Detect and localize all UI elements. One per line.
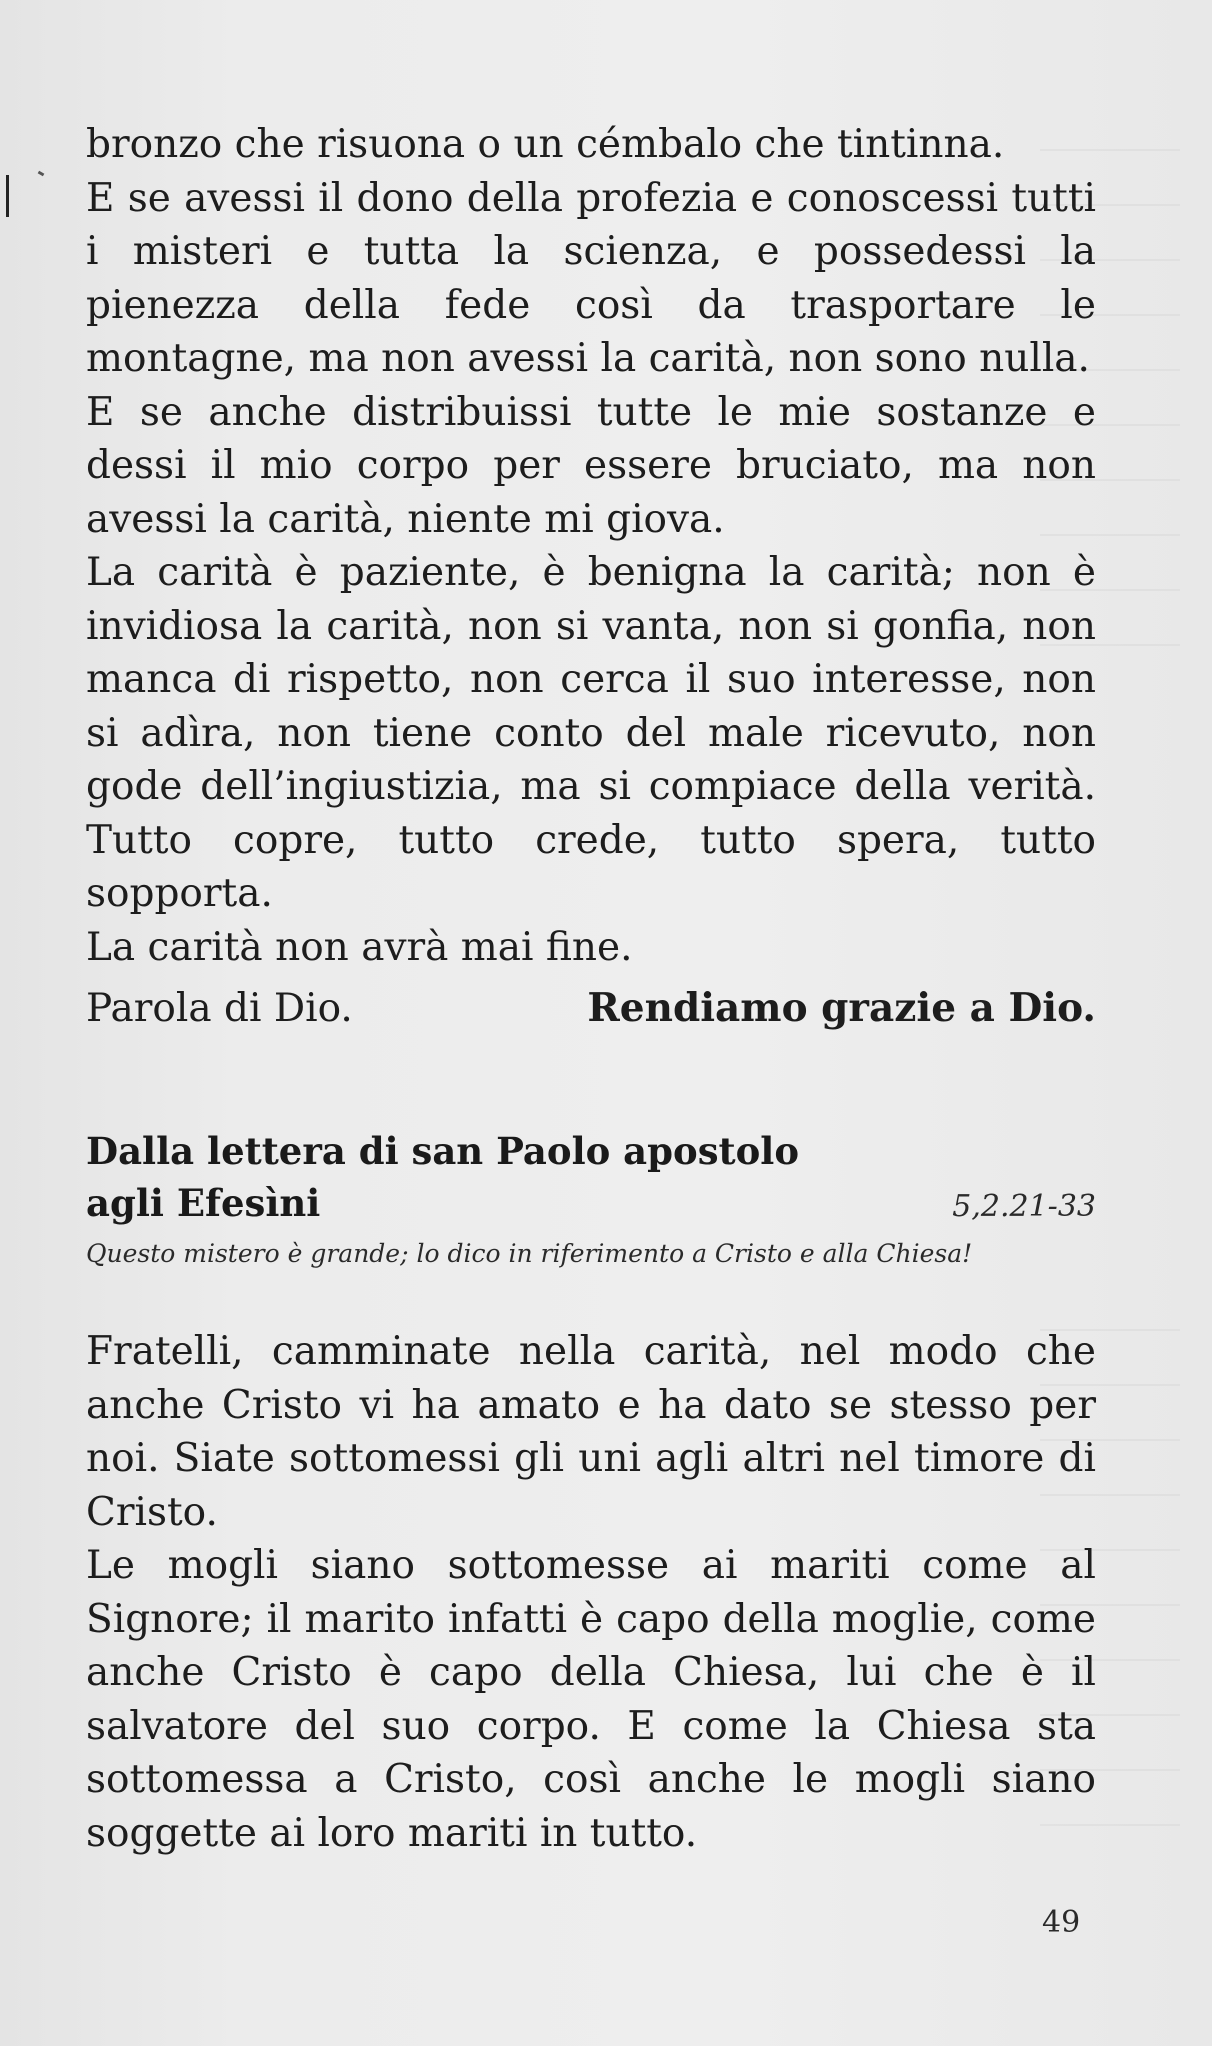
acclamation-line (86, 982, 1096, 1035)
margin-mark (6, 175, 9, 217)
page-number: 49 (1042, 1905, 1081, 1940)
reading-2-title-line1: Dalla lettera di san Paolo apostolo (86, 1129, 800, 1173)
reading-1-paragraph: E se avessi il dono della profezia e conoscessi tutti i misteri e tutta la scienza, e possedessi la pienezza della fede così da trasportare le montagne, ma non avessi la carità, non sono nulla. (86, 175, 1096, 381)
reading-2-title-line2: agli Efesìni (86, 1181, 321, 1225)
reading-1-paragraph: bronzo che risuona o un cémbalo che tintinna. (86, 122, 1005, 167)
assembly-response: Rendiamo grazie a Dio. (587, 985, 1096, 1031)
reading-1-text (86, 118, 1096, 974)
reading-2-title-row (86, 1177, 1096, 1233)
margin-dot (38, 171, 45, 177)
reading-2-heading (86, 1125, 1096, 1233)
reading-1-paragraph: E se anche distribuissi tutte le mie sostanze e dessi il mio corpo per essere bruciato, ma non avessi la carità, niente mi giova. (86, 389, 1096, 542)
reading-1-paragraph: La carità è paziente, è benigna la carità; non è invidiosa la carità, non si vanta, non si gonfia, non manca di rispetto, non cerca il suo interesse, non si adìra, non tiene conto del male ricevuto, non gode dell’ingiustizia, ma si compiace della verità. Tutto copre, tutto crede, tutto spera, tutto sopporta. (86, 550, 1096, 916)
scripture-reference: 5,2.21-33 (952, 1189, 1096, 1224)
reading-2-text (86, 1325, 1096, 1860)
reading-2-paragraph: Fratelli, camminate nella carità, nel modo che anche Cristo vi ha amato e ha dato se stesso per noi. Siate sottomessi gli uni agli altri nel timore di Cristo. (86, 1329, 1096, 1535)
reading-2-subtitle: Questo mistero è grande; lo dico in riferimento a Cristo e alla Chiesa! (86, 1239, 973, 1268)
reading-1-paragraph: La carità non avrà mai fine. (86, 924, 633, 970)
reading-2-paragraph: Le mogli siano sottomesse ai mariti come al Signore; il marito infatti è capo della moglie, come anche Cristo è capo della Chiesa, lui che è il salvatore del suo corpo. E come la Chiesa sta sottomessa a Cristo, così anche le mogli siano soggette ai loro mariti in tutto. (86, 1543, 1096, 1856)
closing-formula: Parola di Dio. (86, 986, 353, 1031)
